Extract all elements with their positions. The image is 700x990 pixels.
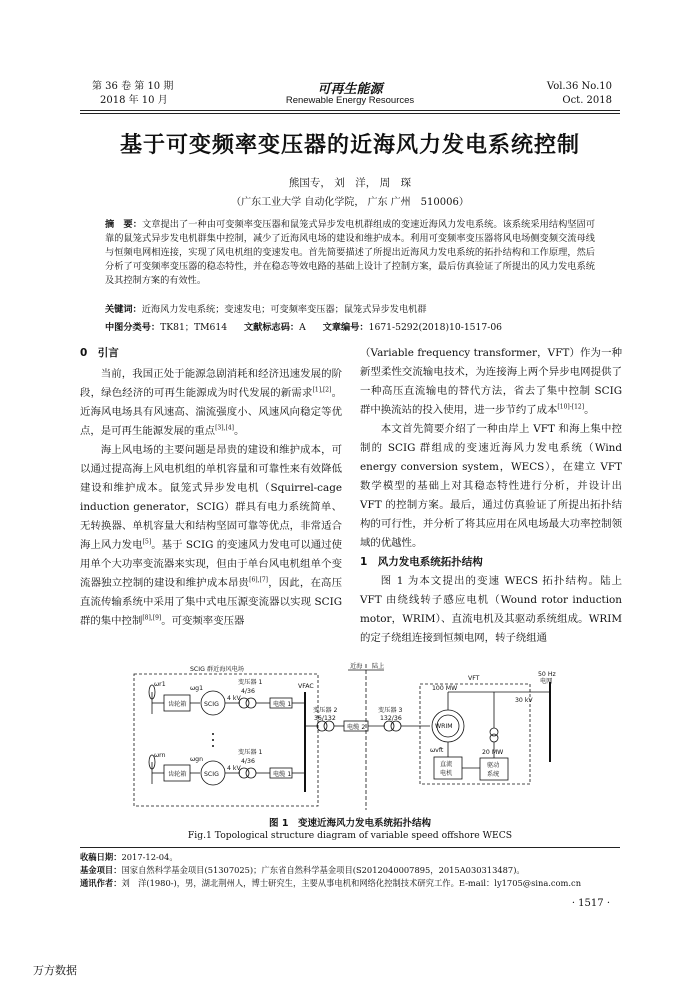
section-1-heading: 1 风力发电系统拓扑结构 <box>360 556 483 568</box>
fig-dc-motor-1: 直流 <box>440 761 453 768</box>
affiliation: （广东工业大学 自动化学院， 广东 广州 510006） <box>231 197 469 208</box>
fig-grid: 电网 <box>540 678 553 685</box>
fig-cable2: 电缆 2 <box>347 724 366 731</box>
authors: 熊国专， 刘 洋， 周 琛 <box>288 177 412 189</box>
watermark: 万方数据 <box>33 964 77 977</box>
fig-gearbox-bottom: 齿轮箱 <box>168 771 187 778</box>
doc-code-value: A <box>299 322 306 333</box>
fig-omega-vft: ωvft <box>430 747 444 754</box>
fig-tr1-bottom-ratio: 4/36 <box>241 758 255 765</box>
article-no-label: 文章编号： <box>322 322 369 333</box>
fig-omega-rn: ωrn <box>154 752 166 759</box>
fig-label-group: SCIG 群近海风电场 <box>190 666 244 673</box>
fig-4kv-bottom: 4 kV <box>227 765 241 772</box>
scig-group-box <box>134 674 318 806</box>
fig-100mw: 100 MW <box>432 685 458 692</box>
doc-code-label: 文献标志码： <box>244 322 300 333</box>
fig-omega-r1: ωr1 <box>154 681 166 688</box>
footnote-author: 通讯作者：刘 洋(1980-)，男，湖北荆州人，博士研究生，主要从事电机和网络化控制技术研究工作。E-mail：ly1705@sina.com.cn <box>80 878 582 888</box>
citation: [3],[4] <box>215 424 234 432</box>
fig-tr2: 变压器 2 <box>313 707 338 714</box>
header-volume-en: Vol.36 No.10 <box>546 81 612 92</box>
citation: [1],[2] <box>312 386 332 394</box>
paragraph: 当前，我国正处于能源急剧消耗和经济迅速发展的阶段，绿色经济的可再生能源成为时代发展的新需求[1],[2]。近海风电场具有风速高、湍流强度小、风速风向稳定等优点，是可再生能源发展的重点[3],[4]。 <box>80 368 343 437</box>
section-0-heading: 0 引言 <box>80 347 119 359</box>
fig-grid-hz: 50 Hz <box>538 671 556 678</box>
clc-value: TK81；TM614 <box>160 322 228 333</box>
fig-gearbox-top: 齿轮箱 <box>168 701 187 708</box>
fig-drive-2: 系统 <box>487 771 500 778</box>
fig-wrim: WRIM <box>435 723 453 730</box>
fig-scig-bottom: SCIG <box>204 771 219 778</box>
right-column <box>360 344 622 648</box>
citation: [6],[7] <box>249 576 269 584</box>
fig-vfac: VFAC <box>298 683 314 690</box>
classification-line <box>105 321 605 335</box>
fig-label-land: 陆上 <box>372 663 385 670</box>
fig-tr2-ratio: 36/132 <box>314 715 336 722</box>
citation: [5] <box>142 538 152 546</box>
fig-dc-motor-2: 电机 <box>440 770 453 777</box>
fig-tr3: 变压器 3 <box>378 707 403 714</box>
fig-cable1-bottom: 电缆 1 <box>273 771 292 778</box>
clc-label: 中图分类号： <box>105 322 161 333</box>
abstract-label: 摘 要： <box>105 219 142 230</box>
citation: [8],[9] <box>142 614 162 622</box>
journal-name-en: Renewable Energy Resources <box>285 95 415 106</box>
header-date-cn: 2018 年 10 月 <box>100 95 168 106</box>
page-number: · 1517 · <box>571 898 610 909</box>
figure-1-diagram <box>130 662 570 812</box>
footnote-fund: 基金项目：国家自然科学基金项目(51307025)；广东省自然科学基金项目(S2012040007895，2015A030313487)。 <box>80 865 525 875</box>
fig-cable1-top: 电缆 1 <box>273 701 292 708</box>
keywords-text: 近海风力发电系统；变速发电；可变频率变压器；鼠笼式异步发电机群 <box>141 304 427 315</box>
fig-omega-g1: ωg1 <box>190 685 204 692</box>
fig-label-sea: 近海 <box>350 663 363 670</box>
fig-drive-1: 驱动 <box>487 762 500 769</box>
keywords-label: 关键词： <box>105 304 142 315</box>
header-rule <box>80 110 620 114</box>
abstract <box>105 218 595 288</box>
header-volume-cn: 第 36 卷 第 10 期 <box>92 81 174 92</box>
turbine-bottom-icon <box>149 755 164 784</box>
fig-tr1-top: 变压器 1 <box>238 679 263 686</box>
fig-4kv-top: 4 kV <box>227 695 241 702</box>
citation: [10]-[12] <box>557 403 585 411</box>
keywords <box>105 303 605 317</box>
fig-scig-top: SCIG <box>204 701 219 708</box>
paragraph: 本文首先简要介绍了一种由岸上 VFT 和海上集中控制的 SCIG 群组成的变速近海风力发电系统（Wind energy conversion system，WECS），在建立 VFT 数学模型的基础上对其稳态特性进行分析，并设计出 VFT 的控制方案。最后，通过仿真验证了所提出拓扑结构的可行性，并分析了将其应用在风电场最大功率控制领域的优越性。 <box>360 423 622 549</box>
turbine-top-icon <box>149 685 164 714</box>
footnote-rule <box>80 847 620 848</box>
header-date-en: Oct. 2018 <box>562 95 612 106</box>
fig-20mw: 20 MW <box>482 749 504 756</box>
article-no-value: 1671-5292(2018)10-1517-06 <box>368 322 503 333</box>
vft-box <box>420 684 530 784</box>
paragraph: （Variable frequency transformer，VFT）作为一种新型柔性交流输电技术，为连接海上两个异步电网提供了一种高压直流输电的替代方法，省去了集中控制 SCIG 群中换流站的投入使用，进一步节约了成本[10]-[12]。 <box>360 347 622 416</box>
paper-title: 基于可变频率变压器的近海风力发电系统控制 <box>119 133 580 158</box>
abstract-text: 文章提出了一种由可变频率变压器和鼠笼式异步发电机群组成的变速近海风力发电系统。该系统采用结构坚固可靠的鼠笼式异步发电机群集中控制，减少了近海风电场的建设和维护成本。利用可变频率变压器将风电场侧变频交流母线与恒频电网相连接，实现了风电机组的变速发电。首先简要描述了所提出近海风力发电系统的拓扑结构和工作原理，然后分析了可变频率变压器的稳态特性，并在稳态等效电路的基础上设计了控制方案，最后仿真验证了所提出的风力发电系统及其控制方案的有效性。 <box>105 219 596 286</box>
paragraph: 图 1 为本文提出的变速 WECS 拓扑结构。陆上 VFT 由绕线转子感应电机（Wound rotor induction motor，WRIM）、直流电机及其驱动系统组成。WRIM 的定子绕组连接到恒频电网，转子绕组通 <box>360 575 622 644</box>
fig-omega-gn: ωgn <box>190 756 204 763</box>
figure-caption-en: Fig.1 Topological structure diagram of variable speed offshore WECS <box>187 830 513 841</box>
paragraph: 海上风电场的主要问题是昂贵的建设和维护成本，可以通过提高海上风电机组的单机容量和可靠性来有效降低建设和维护成本。鼠笼式异步发电机（Squirrel-cage induction generator，SCIG）群具有电力系统简单、无转换器、单机容量大和结构坚固可靠等优点，非常适合海上风力发电[5]。基于 SCIG 的变速风力发电可以通过使用单个大功率变流器来实现，但由于单台风电机组单个变流器独立控制的建设和维护成本昂贵[6],[7]，因此，在高压直流传输系统中采用了集中式电压源变流器以实现 SCIG 群的集中控制[8],[9]。可变频率变压器 <box>80 444 343 627</box>
journal-name-cn: 可再生能源 <box>317 82 383 97</box>
fig-tr1-bottom: 变压器 1 <box>238 749 263 756</box>
figure-caption-cn: 图 1 变速近海风力发电系统拓扑结构 <box>269 818 431 829</box>
fig-vft: VFT <box>468 675 480 682</box>
fig-tr1-top-ratio: 4/36 <box>241 688 255 695</box>
fig-tr3-ratio: 132/36 <box>380 715 402 722</box>
footnote-received: 收稿日期：2017-12-04。 <box>80 852 178 862</box>
left-column <box>80 344 342 631</box>
fig-30kv: 30 kV <box>515 697 533 704</box>
